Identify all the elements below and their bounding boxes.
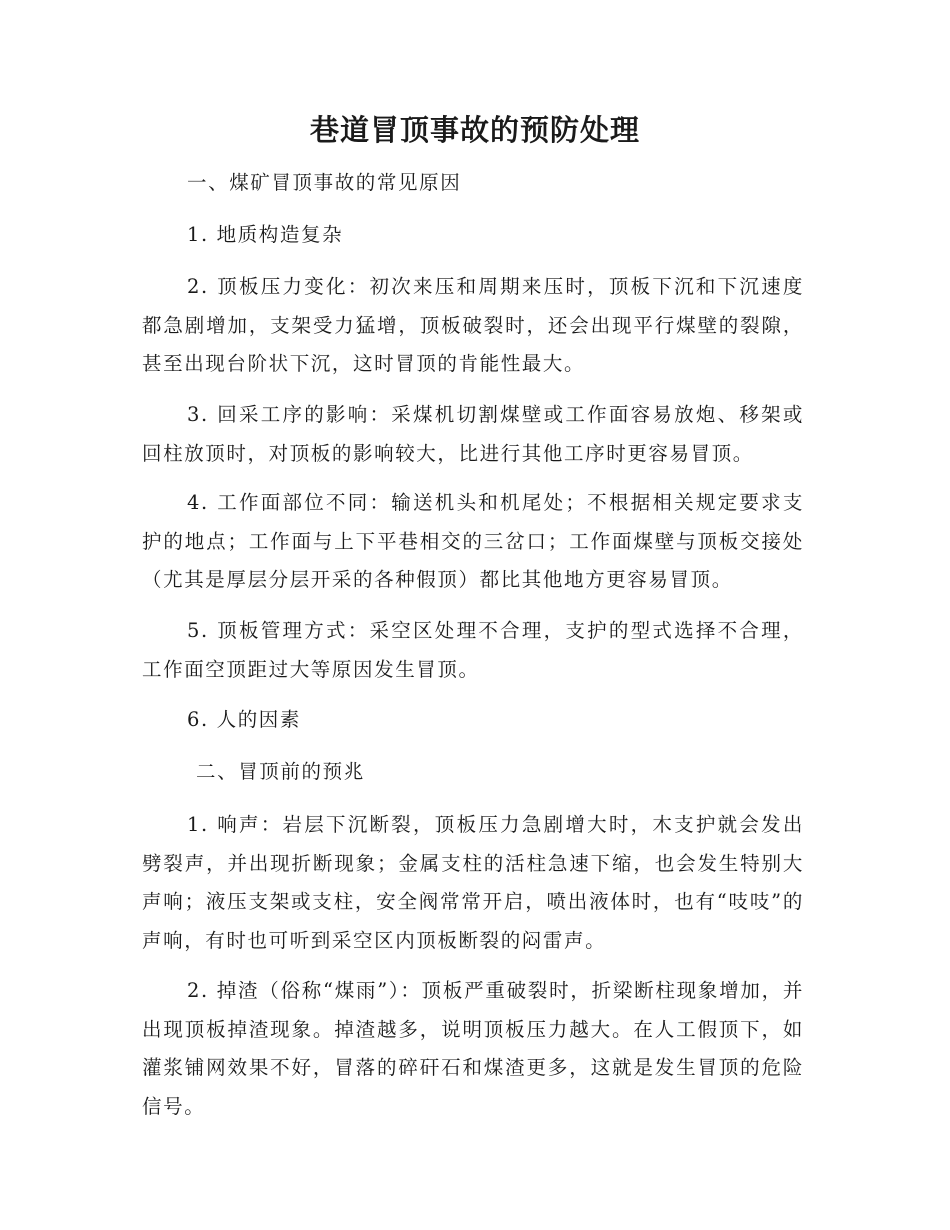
cause-item-work-face-location: 4. 工作面部位不同：输送机头和机尾处；不根据相关规定要求支护的地点；工作面与上下平巷相交的三岔口；工作面煤壁与顶板交接处（尤其是厚层分层开采的各种假顶）都比其他地方更容易冒顶。 bbox=[142, 491, 804, 591]
cause-item-human-factor: 6. 人的因素 bbox=[187, 708, 302, 731]
cause-item-roof-management: 5. 顶板管理方式：采空区处理不合理，支护的型式选择不合理，工作面空顶距过大等原因发生冒顶。 bbox=[142, 619, 804, 681]
section-heading-causes: 一、煤矿冒顶事故的常见原因 bbox=[187, 171, 462, 194]
section-heading-warning-signs: 二、冒顶前的预兆 bbox=[196, 760, 365, 783]
cause-item-geology: 1. 地质构造复杂 bbox=[187, 223, 344, 246]
warning-item-sound: 1. 响声：岩层下沉断裂，顶板压力急剧增大时，木支护就会发出劈裂声，并出现折断现象；金属支柱的活柱急速下缩，也会发生特别大声响；液压支架或支柱，安全阀常常开启，喷出液体时，也有“吱吱”的声响，有时也可听到采空区内顶板断裂的闷雷声。 bbox=[142, 813, 804, 952]
cause-item-roof-pressure: 2. 顶板压力变化：初次来压和周期来压时，顶板下沉和下沉速度都急剧增加，支架受力猛增，顶板破裂时，还会出现平行煤壁的裂隙，甚至出现台阶状下沉，这时冒顶的肯能性最大。 bbox=[142, 275, 804, 375]
document-title: 巷道冒顶事故的预防处理 bbox=[309, 113, 640, 147]
warning-item-falling-debris: 2. 掉渣（俗称“煤雨”）：顶板严重破裂时，折梁断柱现象增加，并出现顶板掉渣现象。掉渣越多，说明顶板压力越大。在人工假顶下，如灌浆铺网效果不好，冒落的碎矸石和煤渣更多，这就是发生冒顶的危险信号。 bbox=[142, 979, 804, 1118]
cause-item-mining-process: 3. 回采工序的影响：采煤机切割煤壁或工作面容易放炮、移架或回柱放顶时，对顶板的影响较大，比进行其他工序时更容易冒顶。 bbox=[142, 403, 804, 465]
